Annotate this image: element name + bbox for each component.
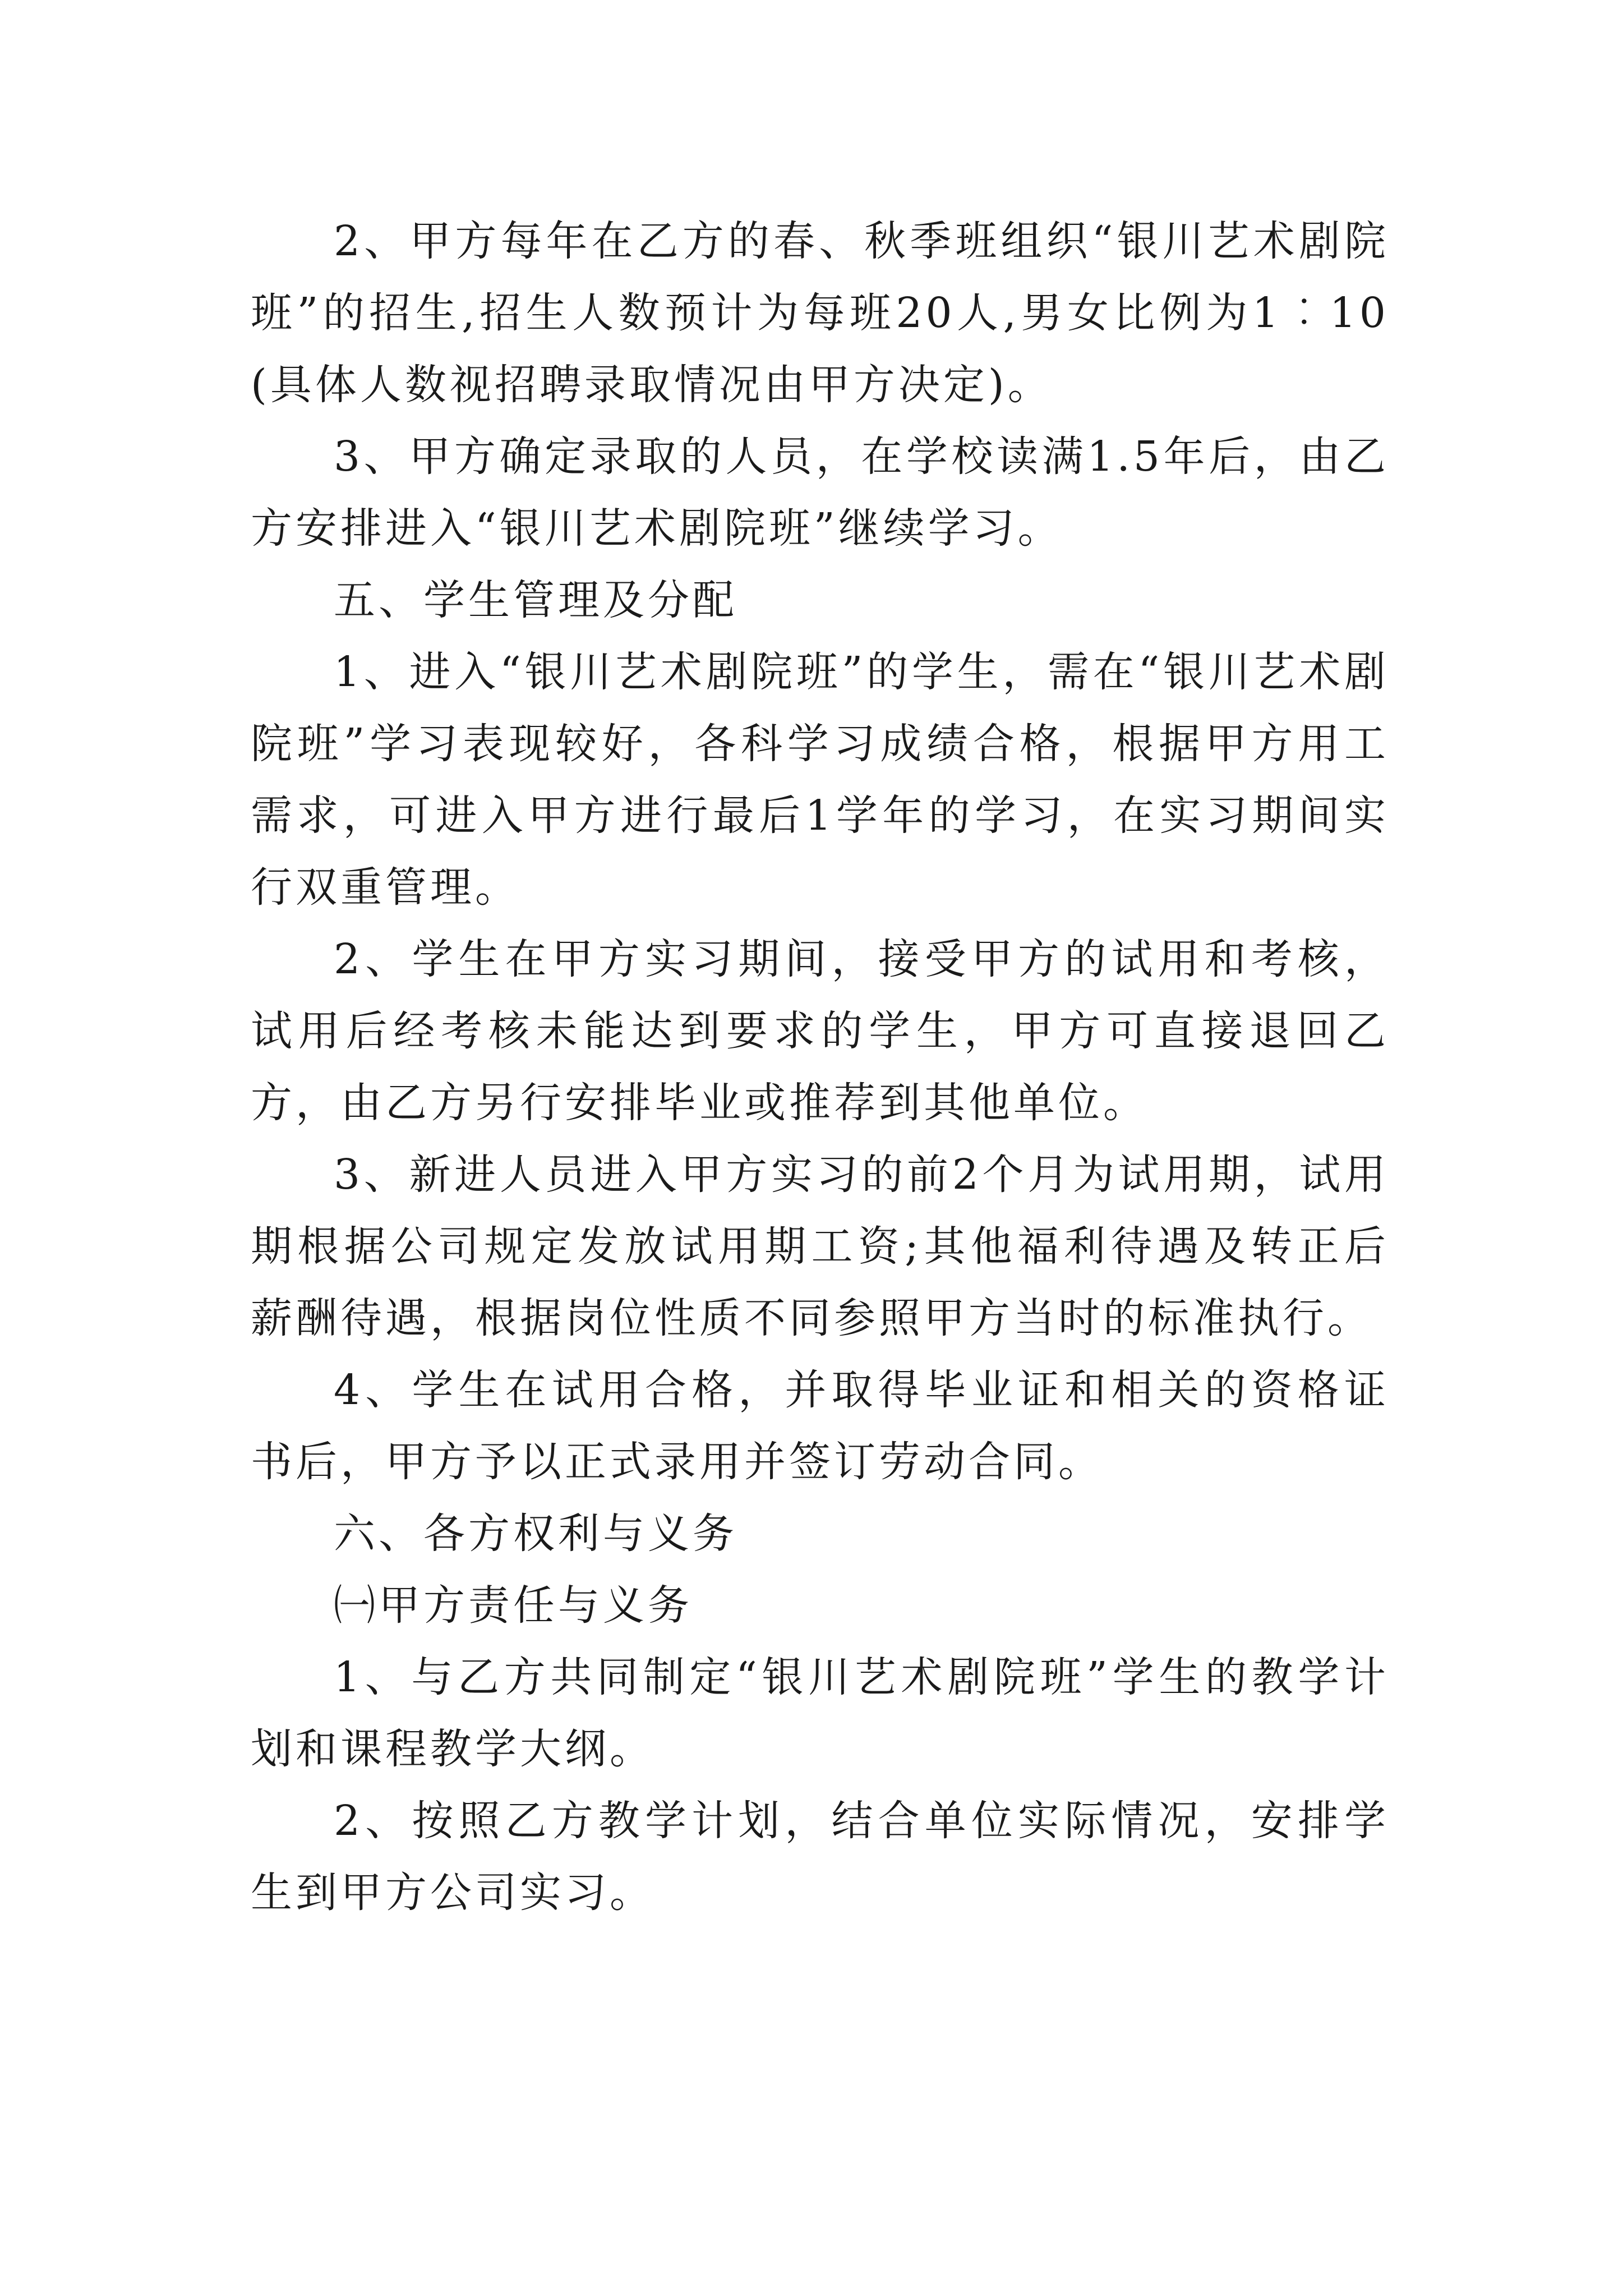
section-heading-rights-obligations: 六、各方权利与义务: [334, 1510, 737, 1558]
paragraph-party-a-2: 2、按照乙方教学计划，结合单位实际情况，安排学生到甲方公司实习。: [251, 1797, 1389, 1917]
paragraph-management-3: 3、新进人员进入甲方实习的前2个月为试用期，试用期根据公司规定发放试用期工资;其他福利待遇及转正后薪酬待遇，根据岗位性质不同参照甲方当时的标准执行。: [251, 1151, 1389, 1342]
paragraph-management-2: 2、学生在甲方实习期间，接受甲方的试用和考核，试用后经考核未能达到要求的学生，甲方可直接退回乙方，由乙方另行安排毕业或推荐到其他单位。: [251, 935, 1389, 1127]
paragraph-party-a-1: 1、与乙方共同制定“银川艺术剧院班”学生的教学计划和课程教学大纲。: [251, 1653, 1389, 1773]
paragraph-recruitment: 2、甲方每年在乙方的春、秋季班组织“银川艺术剧院班”的招生,招生人数预计为每班20人,男女比例为1︰10(具体人数视招聘录取情况由甲方决定)。: [251, 217, 1389, 409]
paragraph-admission: 3、甲方确定录取的人员，在学校读满1.5年后，由乙方安排进入“银川艺术剧院班”继续学习。: [251, 432, 1389, 553]
paragraph-management-1: 1、进入“银川艺术剧院班”的学生，需在“银川艺术剧院班”学习表现较好，各科学习成绩合格，根据甲方用工需求，可进入甲方进行最后1学年的学习，在实习期间实行双重管理。: [251, 648, 1389, 912]
section-heading-student-management: 五、学生管理及分配: [334, 576, 737, 624]
document-body: [251, 205, 1389, 1929]
subsection-heading-party-a: ㈠甲方责任与义务: [334, 1581, 693, 1630]
paragraph-management-4: 4、学生在试用合格，并取得毕业证和相关的资格证书后，甲方予以正式录用并签订劳动合同。: [251, 1366, 1389, 1486]
